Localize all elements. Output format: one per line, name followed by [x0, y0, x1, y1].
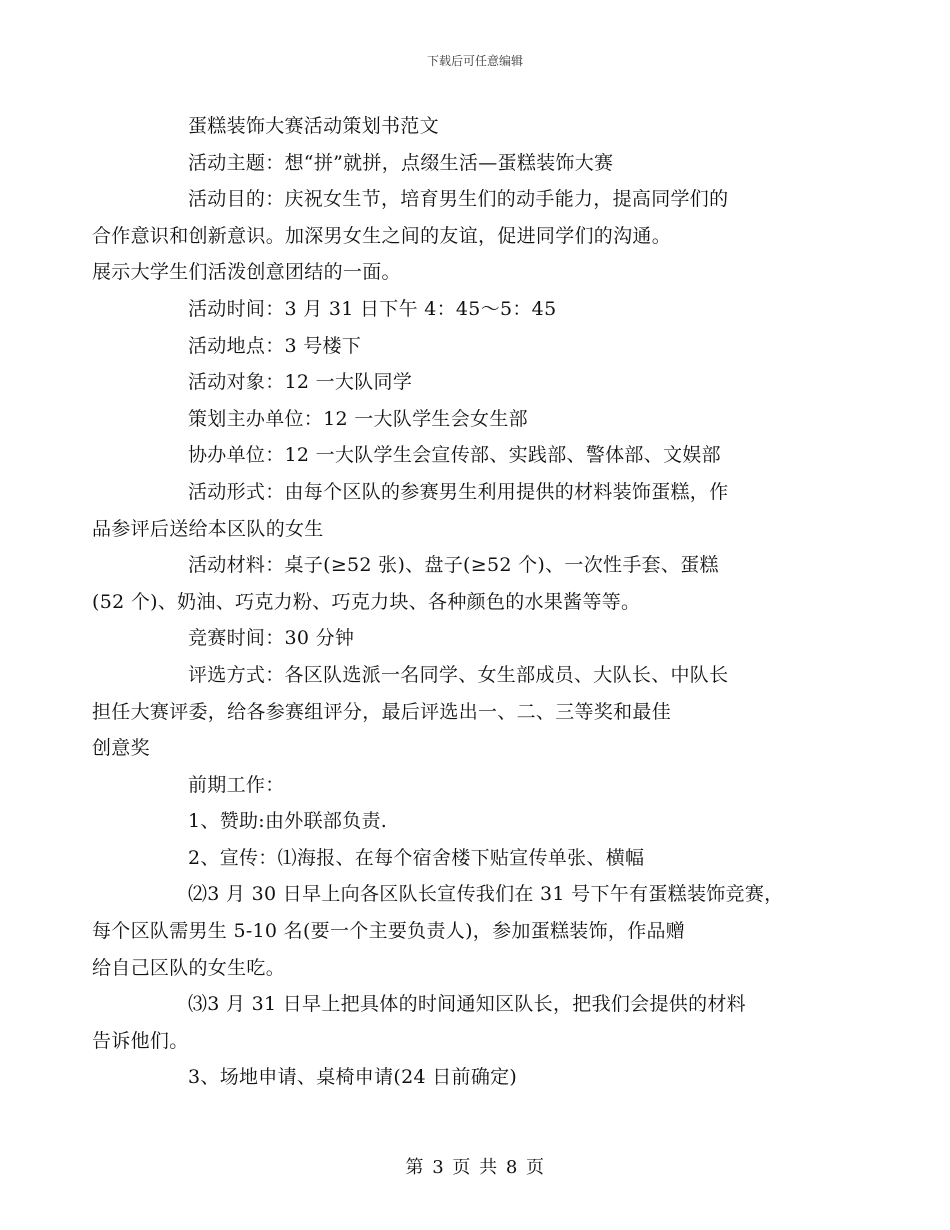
paragraph-line: 活动地点：3 号楼下 [188, 334, 362, 357]
paragraph [140, 1059, 810, 1096]
document-body [92, 108, 810, 1096]
paragraph-line: 前期工作： [188, 773, 285, 796]
paragraph-line: 评选方式：各区队选派一名同学、女生部成员、大队长、中队长 [188, 663, 729, 686]
paragraph [140, 437, 810, 474]
paragraph-line: 创意奖 [92, 737, 150, 760]
paragraph-line: 活动对象：12 一大队同学 [188, 371, 413, 394]
paragraph [92, 547, 810, 620]
paragraph-line: 活动目的：庆祝女生节，培育男生们的动手能力，提高同学们的 [188, 188, 729, 211]
paragraph-line: 每个区队需男生 5-10 名(要一个主要负责人)，参加蛋糕装饰，作品赠 [92, 920, 686, 943]
paragraph-line: 活动材料：桌子(≥52 张)、盘子(≥52 个)、一次性手套、蛋糕 [188, 554, 719, 577]
page-footer-number: 第 3 页 共 8 页 [405, 1157, 545, 1178]
paragraph [140, 108, 810, 145]
paragraph-line: ⑵3 月 30 日早上向各区队长宣传我们在 31 号下午有蛋糕装饰竞赛， [188, 883, 784, 906]
paragraph-line: 竞赛时间：30 分钟 [188, 627, 355, 650]
paragraph-line: 合作意识和创新意识。加深男女生之间的友谊，促进同学们的沟通。 [92, 224, 672, 247]
paragraph-line: 品参评后送给本区队的女生 [92, 517, 324, 540]
paragraph-line: 活动主题：想“拼”就拼，点缀生活—蛋糕装饰大赛 [188, 151, 614, 174]
paragraph-line: 告诉他们。 [92, 1029, 189, 1052]
paragraph [140, 840, 810, 877]
paragraph [140, 767, 810, 804]
paragraph-line: 策划主办单位：12 一大队学生会女生部 [188, 407, 528, 430]
paragraph-line: 协办单位：12 一大队学生会宣传部、实践部、警体部、文娱部 [188, 444, 721, 467]
paragraph-line: 1、赞助:由外联部负责. [188, 810, 388, 833]
paragraph [140, 620, 810, 657]
paragraph-line: 担任大赛评委，给各参赛组评分，最后评选出一、二、三等奖和最佳 [92, 700, 672, 723]
paragraph [92, 474, 810, 547]
paragraph [92, 876, 810, 986]
page-header-note: 下载后可任意编辑 [426, 54, 523, 68]
paragraph-line: 给自己区队的女生吃。 [92, 956, 286, 979]
paragraph [140, 328, 810, 365]
paragraph-line: 展示大学生们活泼创意团结的一面。 [92, 261, 401, 284]
paragraph-line: (52 个)、奶油、巧克力粉、巧克力块、各种颜色的水果酱等等。 [92, 590, 641, 613]
paragraph-line: 活动形式：由每个区队的参赛男生利用提供的材料装饰蛋糕，作 [188, 480, 729, 503]
paragraph-line: 蛋糕装饰大赛活动策划书范文 [188, 115, 439, 137]
paragraph-line: ⑶3 月 31 日早上把具体的时间通知区队长，把我们会提供的材料 [188, 993, 746, 1016]
paragraph-line: 活动时间：3 月 31 日下午 4：45～5：45 [188, 297, 557, 320]
paragraph [140, 291, 810, 328]
paragraph [92, 986, 810, 1059]
paragraph [92, 181, 810, 291]
paragraph [92, 657, 810, 767]
paragraph [140, 401, 810, 438]
paragraph [140, 364, 810, 401]
paragraph-line: 2、宣传：⑴海报、在每个宿舍楼下贴宣传单张、横幅 [188, 846, 645, 869]
paragraph [140, 145, 810, 182]
paragraph-line: 3、场地申请、桌椅申请(24 日前确定) [188, 1066, 518, 1089]
paragraph [140, 803, 810, 840]
